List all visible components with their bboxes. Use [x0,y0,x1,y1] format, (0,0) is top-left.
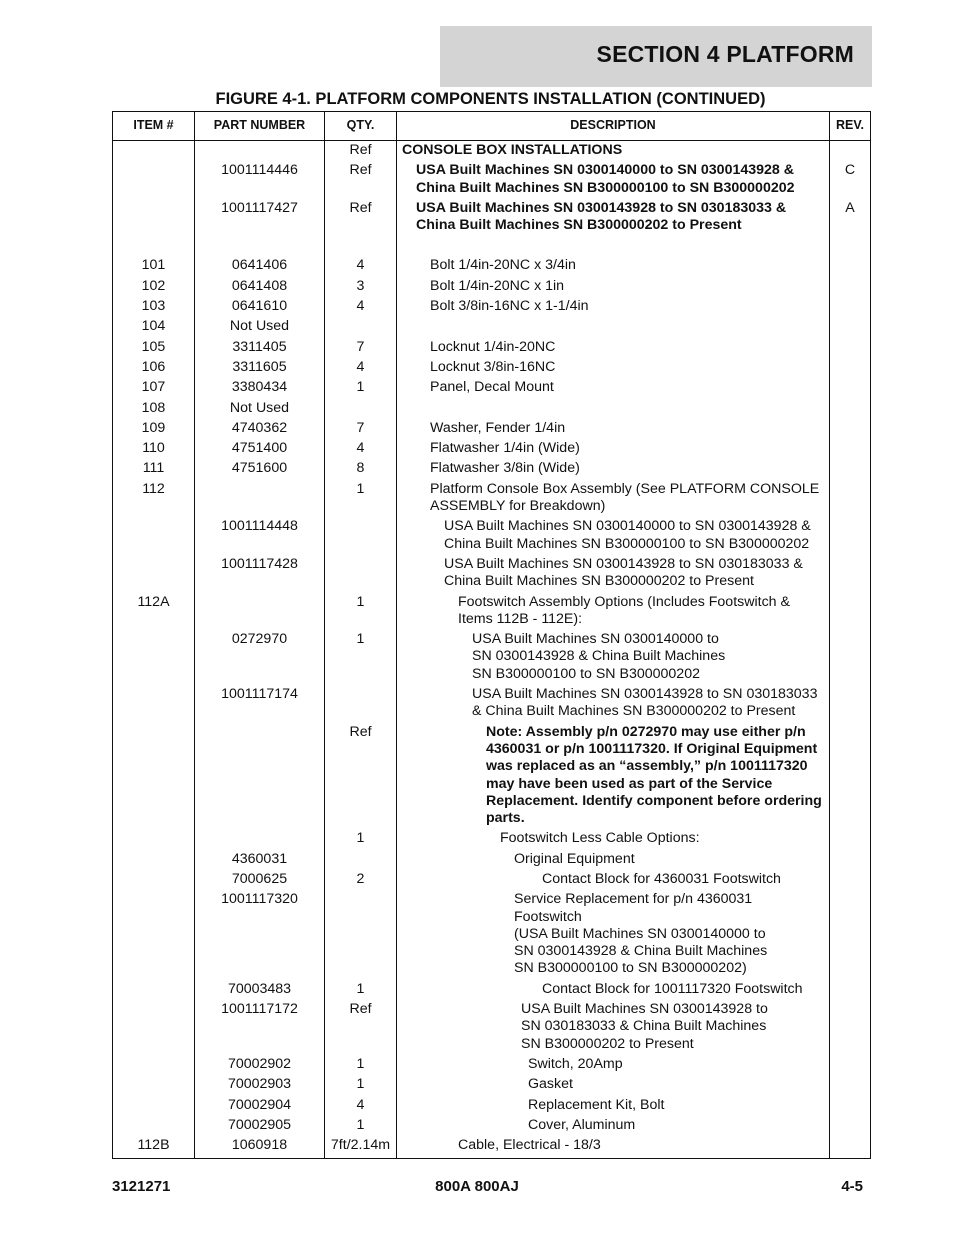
quantity-cell: 1 [325,631,397,686]
quantity-cell: 4 [325,257,397,277]
revision-cell [830,830,871,850]
part-number-cell [195,141,325,163]
part-number-cell: 4740362 [195,420,325,440]
part-number-cell: 0272970 [195,631,325,686]
description-cell: Switch, 20Amp [397,1056,830,1076]
table-row [113,1001,871,1056]
table-row [113,200,871,258]
description-cell: Cable, Electrical - 18/3 [397,1137,830,1159]
revision-cell [830,594,871,632]
description-cell: USA Built Machines SN 0300140000 to SN 0300143928 & China Built Machines SN B300000100 to SN B300000202 [397,162,830,200]
quantity-cell [325,851,397,871]
quantity-cell [325,318,397,338]
part-number-cell: 70002903 [195,1076,325,1096]
description-cell: USA Built Machines SN 0300140000 to SN 0300143928 & China Built Machines SN B300000100 to SN B300000202 [397,631,830,686]
part-number-cell: 0641408 [195,278,325,298]
item-number-cell [113,141,195,163]
description-cell: Service Replacement for p/n 4360031 Footswitch (USA Built Machines SN 0300140000 to SN 0300143928 & China Built Machines SN B300000100 to SN B300000202) [397,891,830,980]
quantity-cell: 4 [325,359,397,379]
description-cell: Contact Block for 1001117320 Footswitch [397,981,830,1001]
quantity-cell: 4 [325,298,397,318]
item-number-cell [113,830,195,850]
quantity-cell: 4 [325,1097,397,1117]
revision-cell [830,257,871,277]
table-row [113,1117,871,1137]
quantity-cell: 1 [325,1117,397,1137]
part-number-cell: 4360031 [195,851,325,871]
quantity-cell: 4 [325,440,397,460]
table-row [113,871,871,891]
table-row [113,278,871,298]
item-number-cell: 104 [113,318,195,338]
part-number-cell: 1001117174 [195,686,325,724]
table-row [113,686,871,724]
revision-cell [830,379,871,399]
revision-cell [830,1076,871,1096]
revision-cell [830,981,871,1001]
part-number-cell: 3311405 [195,339,325,359]
table-row [113,1137,871,1159]
description-cell: USA Built Machines SN 0300143928 to SN 030183033 & China Built Machines SN B300000202 to Present [397,1001,830,1056]
description-cell: Original Equipment [397,851,830,871]
part-number-cell: 0641406 [195,257,325,277]
description-cell [397,318,830,338]
item-number-cell: 103 [113,298,195,318]
item-number-cell [113,1001,195,1056]
table-row [113,724,871,831]
part-number-cell: 3380434 [195,379,325,399]
part-number-cell: 70003483 [195,981,325,1001]
part-number-cell: 3311605 [195,359,325,379]
item-number-cell [113,981,195,1001]
table-row [113,556,871,594]
item-number-cell [113,891,195,980]
description-cell: USA Built Machines SN 0300143928 to SN 030183033 & China Built Machines SN B300000202 to Present [397,686,830,724]
table-row [113,631,871,686]
table-row [113,298,871,318]
part-number-cell: 1060918 [195,1137,325,1159]
item-number-cell: 109 [113,420,195,440]
revision-cell [830,871,871,891]
description-cell: Platform Console Box Assembly (See PLATFORM CONSOLE ASSEMBLY for Breakdown) [397,481,830,519]
item-number-cell: 108 [113,400,195,420]
item-number-cell: 111 [113,460,195,480]
part-number-cell: 1001117172 [195,1001,325,1056]
description-cell: CONSOLE BOX INSTALLATIONS [397,141,830,163]
description-cell: USA Built Machines SN 0300143928 to SN 030183033 & China Built Machines SN B300000202 to Present [397,556,830,594]
table-row [113,594,871,632]
item-number-cell: 112A [113,594,195,632]
table-row [113,440,871,460]
description-cell [397,400,830,420]
description-cell: USA Built Machines SN 0300140000 to SN 0300143928 & China Built Machines SN B300000100 to SN B300000202 [397,518,830,556]
quantity-cell: Ref [325,162,397,200]
revision-cell [830,556,871,594]
revision-cell [830,460,871,480]
item-number-cell: 106 [113,359,195,379]
quantity-cell: Ref [325,724,397,831]
header-rev: REV. [830,112,871,141]
item-number-cell: 112B [113,1137,195,1159]
revision-cell [830,318,871,338]
quantity-cell: Ref [325,1001,397,1056]
table-row [113,460,871,480]
table-row [113,1056,871,1076]
part-number-cell [195,594,325,632]
quantity-cell: 1 [325,981,397,1001]
table-row [113,162,871,200]
figure-title: FIGURE 4-1. PLATFORM COMPONENTS INSTALLATION (CONTINUED) [215,90,766,108]
quantity-cell: 8 [325,460,397,480]
table-row [113,981,871,1001]
quantity-cell: 1 [325,379,397,399]
header-part-number: PART NUMBER [195,112,325,141]
table-row [113,400,871,420]
revision-cell: A [830,200,871,258]
table-row [113,481,871,519]
description-cell: Panel, Decal Mount [397,379,830,399]
table-row [113,318,871,338]
table-row [113,518,871,556]
table-row [113,851,871,871]
item-number-cell: 101 [113,257,195,277]
quantity-cell: Ref [325,200,397,258]
header-item: ITEM # [113,112,195,141]
revision-cell [830,359,871,379]
description-cell: Bolt 1/4in-20NC x 1in [397,278,830,298]
quantity-cell [325,556,397,594]
quantity-cell: 2 [325,871,397,891]
footer-model: 800A 800AJ [435,1178,519,1195]
revision-cell [830,1117,871,1137]
table-body [113,141,871,1159]
description-cell: Bolt 3/8in-16NC x 1-1/4in [397,298,830,318]
revision-cell [830,141,871,163]
description-cell: Replacement Kit, Bolt [397,1097,830,1117]
description-cell: Gasket [397,1076,830,1096]
table-row [113,1097,871,1117]
table-row [113,830,871,850]
quantity-cell: Ref [325,141,397,163]
quantity-cell: 3 [325,278,397,298]
item-number-cell [113,1097,195,1117]
part-number-cell: Not Used [195,400,325,420]
item-number-cell: 107 [113,379,195,399]
revision-cell [830,891,871,980]
part-number-cell: 1001114446 [195,162,325,200]
part-number-cell: 70002904 [195,1097,325,1117]
description-cell: Flatwasher 3/8in (Wide) [397,460,830,480]
revision-cell [830,518,871,556]
quantity-cell: 1 [325,1076,397,1096]
footer-doc-number: 3121271 [112,1178,171,1195]
description-cell: Locknut 1/4in-20NC [397,339,830,359]
revision-cell [830,631,871,686]
description-cell: Contact Block for 4360031 Footswitch [397,871,830,891]
part-number-cell: 70002902 [195,1056,325,1076]
revision-cell: C [830,162,871,200]
table-row [113,359,871,379]
revision-cell [830,440,871,460]
description-cell: Flatwasher 1/4in (Wide) [397,440,830,460]
description-cell: Washer, Fender 1/4in [397,420,830,440]
header-description: DESCRIPTION [397,112,830,141]
item-number-cell [113,871,195,891]
item-number-cell [113,724,195,831]
table-row [113,141,871,163]
item-number-cell: 110 [113,440,195,460]
revision-cell [830,851,871,871]
quantity-cell: 7ft/2.14m [325,1137,397,1159]
item-number-cell [113,518,195,556]
quantity-cell: 1 [325,481,397,519]
item-number-cell [113,1076,195,1096]
item-number-cell [113,1117,195,1137]
item-number-cell [113,200,195,258]
description-cell: USA Built Machines SN 0300143928 to SN 030183033 & China Built Machines SN B300000202 to Present [397,200,830,258]
revision-cell [830,686,871,724]
revision-cell [830,481,871,519]
item-number-cell [113,556,195,594]
part-number-cell [195,830,325,850]
description-cell: Footswitch Assembly Options (Includes Footswitch & Items 112B - 112E): [397,594,830,632]
description-cell: Locknut 3/8in-16NC [397,359,830,379]
table-row [113,379,871,399]
item-number-cell: 102 [113,278,195,298]
revision-cell [830,724,871,831]
part-number-cell: 7000625 [195,871,325,891]
part-number-cell: 4751400 [195,440,325,460]
item-number-cell [113,162,195,200]
section-header [440,26,872,87]
part-number-cell: 1001114448 [195,518,325,556]
revision-cell [830,1056,871,1076]
table-row [113,891,871,980]
revision-cell [830,278,871,298]
part-number-cell [195,481,325,519]
item-number-cell [113,686,195,724]
quantity-cell: 7 [325,420,397,440]
item-number-cell [113,631,195,686]
part-number-cell [195,724,325,831]
quantity-cell: 1 [325,830,397,850]
revision-cell [830,339,871,359]
quantity-cell [325,686,397,724]
item-number-cell: 105 [113,339,195,359]
part-number-cell: Not Used [195,318,325,338]
table-header-row [113,112,871,141]
table-row [113,1076,871,1096]
part-number-cell: 1001117320 [195,891,325,980]
part-number-cell: 1001117428 [195,556,325,594]
revision-cell [830,298,871,318]
description-cell: Bolt 1/4in-20NC x 3/4in [397,257,830,277]
revision-cell [830,420,871,440]
item-number-cell: 112 [113,481,195,519]
parts-table [112,111,871,1159]
part-number-cell: 70002905 [195,1117,325,1137]
table-row [113,257,871,277]
footer-page-number: 4-5 [841,1178,863,1195]
item-number-cell [113,1056,195,1076]
part-number-cell: 0641610 [195,298,325,318]
table-row [113,420,871,440]
description-cell: Footswitch Less Cable Options: [397,830,830,850]
revision-cell [830,1097,871,1117]
quantity-cell: 1 [325,1056,397,1076]
revision-cell [830,1001,871,1056]
item-number-cell [113,851,195,871]
quantity-cell [325,400,397,420]
description-cell: Note: Assembly p/n 0272970 may use either p/n 4360031 or p/n 1001117320. If Original Equipment was replaced as an “assembly,” p/n 1001117320 may have been used as part of the Service Replacement. Identify component before ordering parts. [397,724,830,831]
description-cell: Cover, Aluminum [397,1117,830,1137]
quantity-cell: 7 [325,339,397,359]
revision-cell [830,400,871,420]
quantity-cell: 1 [325,594,397,632]
part-number-cell: 1001117427 [195,200,325,258]
header-qty: QTY. [325,112,397,141]
table-row [113,339,871,359]
quantity-cell [325,518,397,556]
revision-cell [830,1137,871,1159]
section-title: SECTION 4 PLATFORM [596,41,854,67]
quantity-cell [325,891,397,980]
part-number-cell: 4751600 [195,460,325,480]
